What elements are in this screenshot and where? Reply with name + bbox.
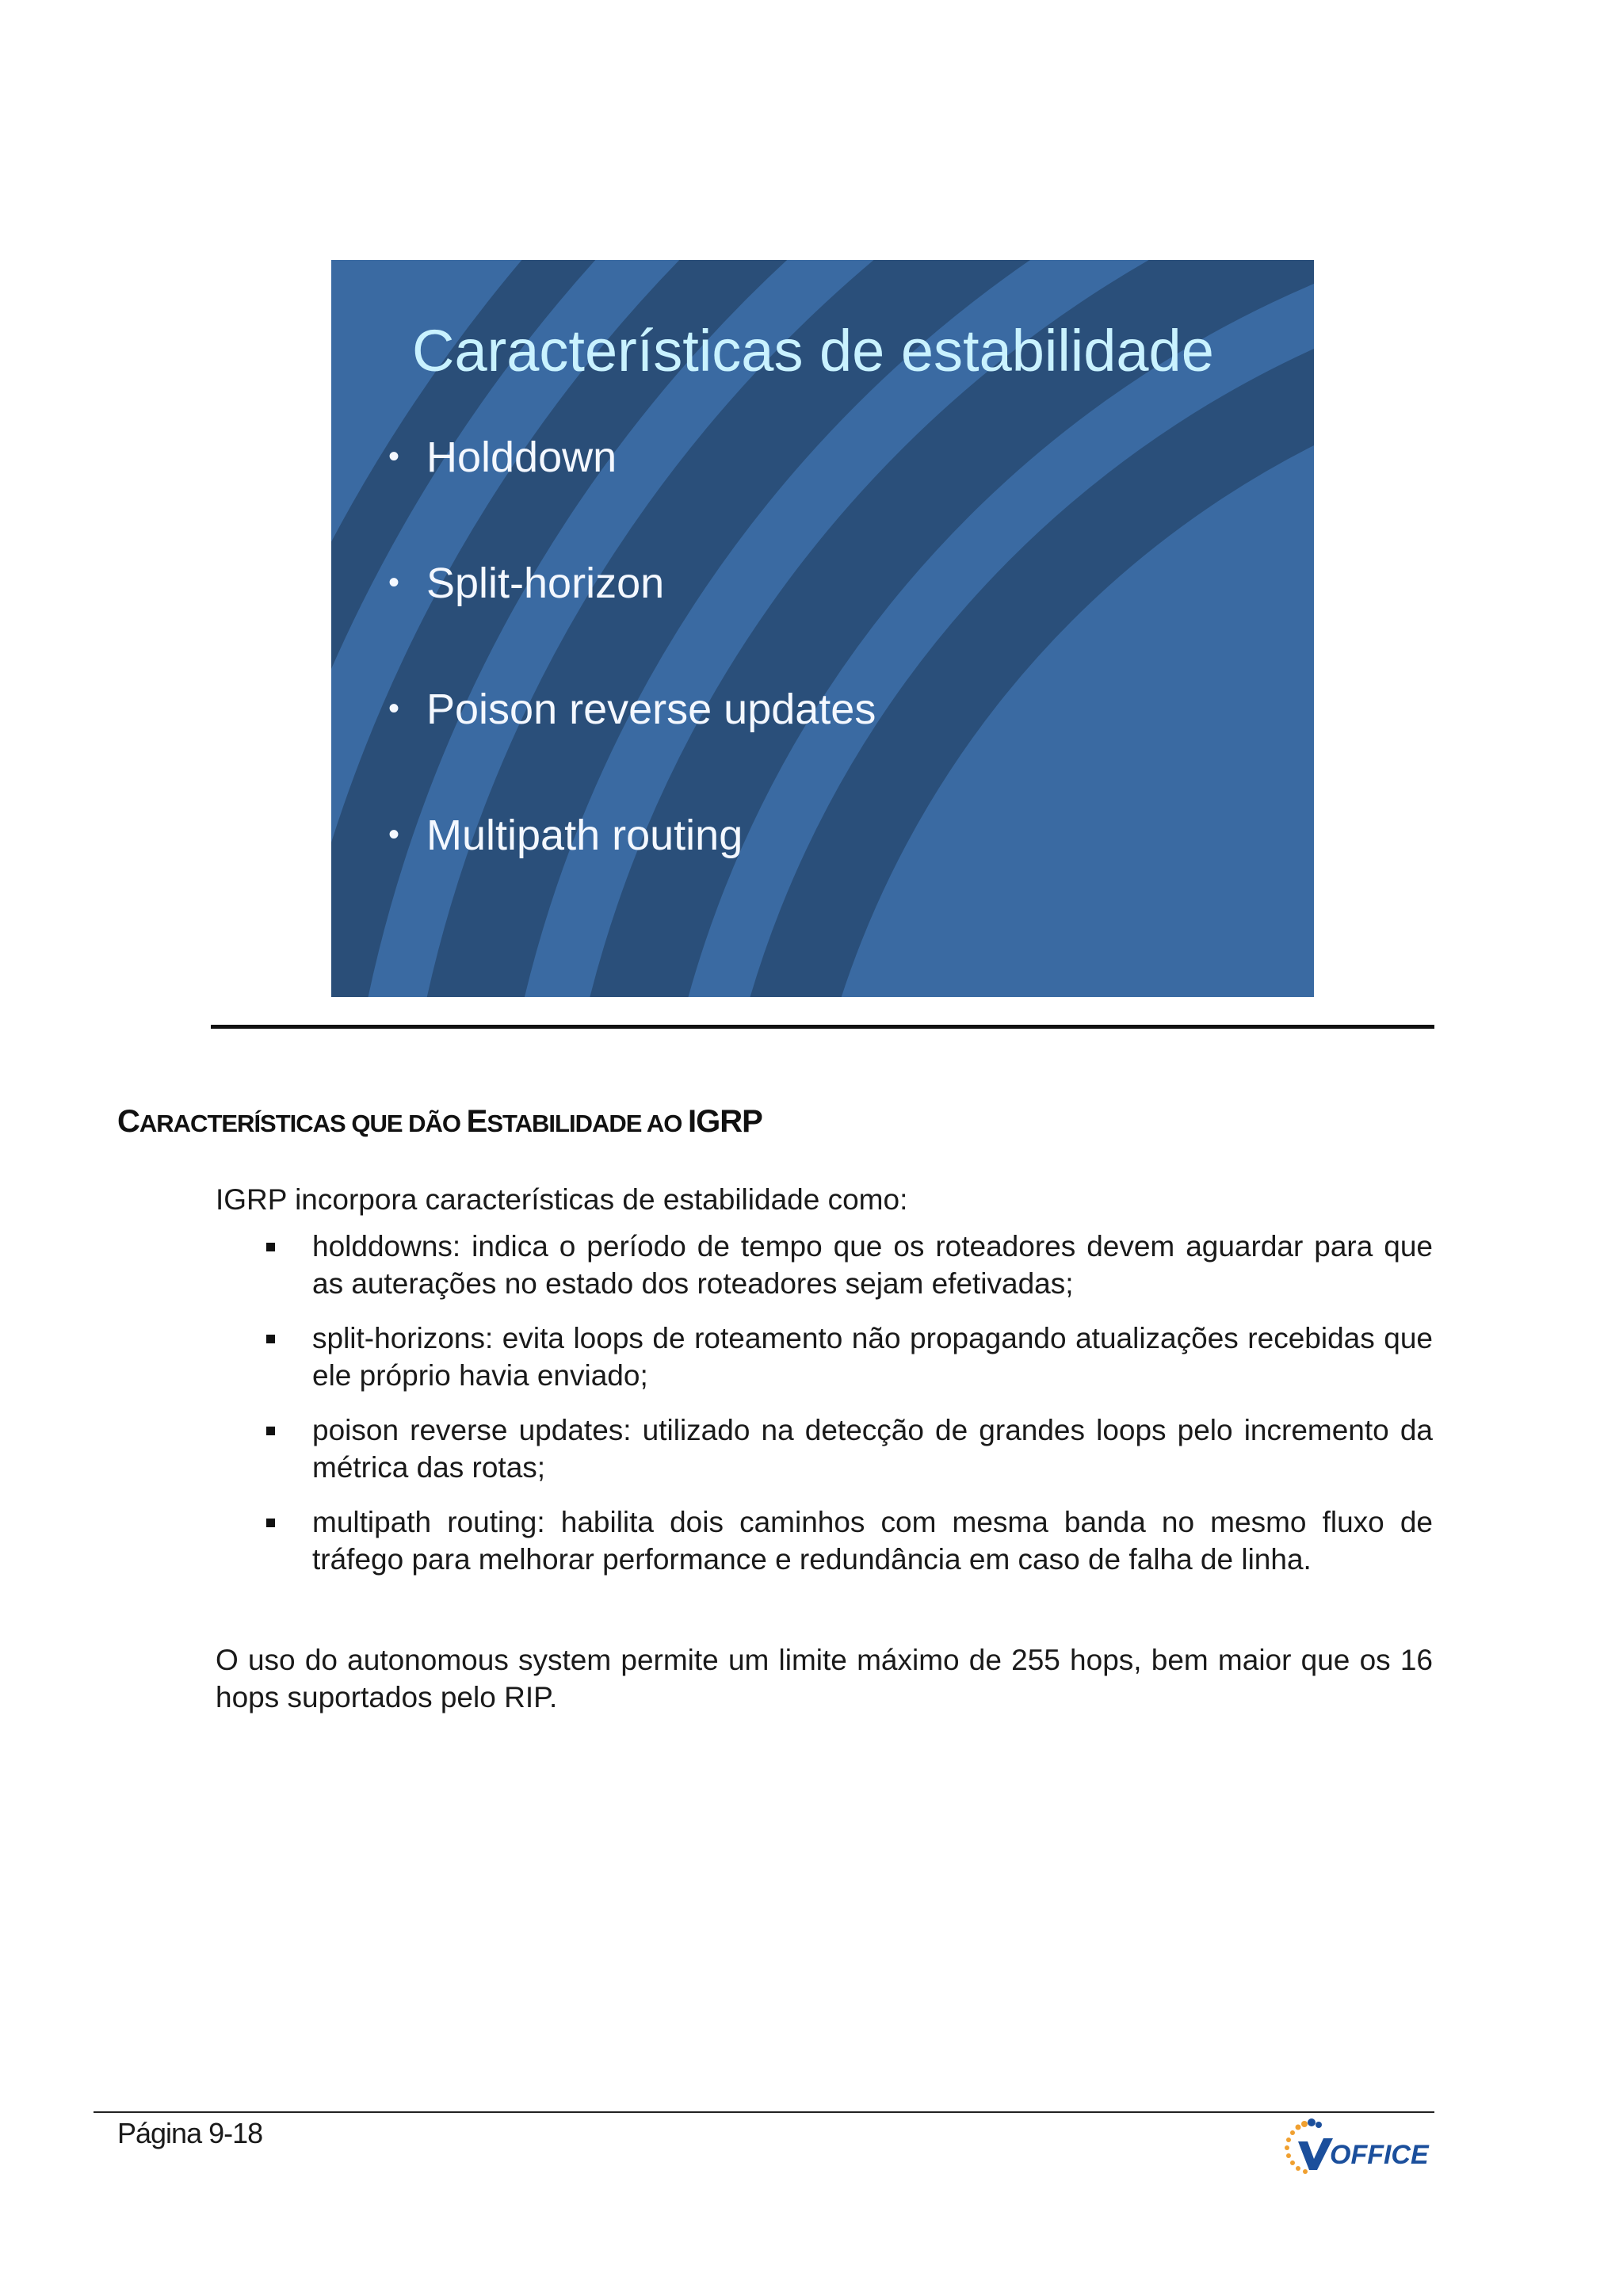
intro-paragraph: IGRP incorpora características de estabilidade como: [216,1183,908,1216]
page-number: Página 9-18 [117,2117,263,2149]
voffice-logo [1274,2115,1441,2186]
list-item: poison reverse updates: utilizado na detecção de grandes loops pelo incremento da métrica das rotas; [216,1412,1433,1486]
slide-bullet: • Holddown [388,434,617,481]
bullet-dot-icon: • [388,691,400,726]
divider-top [211,1025,1434,1029]
section-body [216,1181,1433,1716]
bullet-dot-icon: • [388,439,400,474]
slide-bullet: • Multipath routing [388,812,743,859]
square-bullet-icon [266,1335,275,1343]
square-bullet-icon [266,1243,275,1251]
bullet-dot-icon: • [388,565,400,600]
square-bullet-icon [266,1519,275,1527]
slide-image [331,260,1314,997]
slide-bullet: • Poison reverse updates [388,686,876,733]
svg-text:OFFICE: OFFICE [1330,2140,1429,2170]
slide-bullet: • Split-horizon [388,560,665,607]
feature-list [216,1228,1433,1578]
list-item: holddowns: indica o período de tempo que os roteadores devem aguardar para que as auterações no estado dos roteadores sejam efetivadas; [216,1228,1433,1302]
square-bullet-icon [266,1427,275,1435]
section-heading: CARACTERÍSTICAS QUE DÃO ESTABILIDADE AO IGRP [117,1104,762,1139]
bullet-dot-icon: • [388,817,400,852]
slide-bullet-list [388,433,876,937]
list-item: multipath routing: habilita dois caminhos com mesma banda no mesmo fluxo de tráfego para melhorar performance e redundância em caso de falha de linha. [216,1503,1433,1578]
list-item: split-horizons: evita loops de roteamento não propagando atualizações recebidas que ele próprio havia enviado; [216,1320,1433,1394]
closing-paragraph: O uso do autonomous system permite um limite máximo de 255 hops, bem maior que os 16 hops suportados pelo RIP. [216,1644,1433,1713]
footer-divider [94,2111,1434,2113]
slide-title: Características de estabilidade [412,318,1214,384]
